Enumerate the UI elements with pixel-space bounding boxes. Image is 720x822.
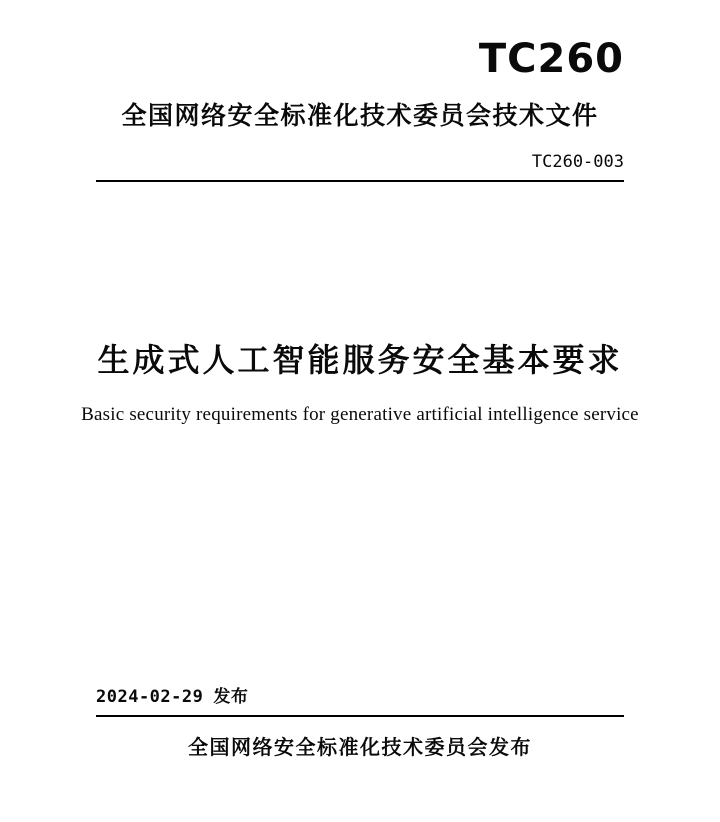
release-date-label: 发布 bbox=[213, 687, 249, 707]
document-number: TC260-003 bbox=[531, 152, 624, 172]
document-title-chinese: 生成式人工智能服务安全基本要求 bbox=[97, 341, 623, 379]
organization-mark: TC260 bbox=[478, 36, 624, 82]
cover-header bbox=[96, 38, 624, 182]
release-date-value: 2024-02-29 bbox=[96, 687, 204, 707]
cover-footer bbox=[96, 682, 624, 760]
title-block bbox=[60, 340, 660, 426]
header-divider bbox=[96, 180, 624, 182]
release-date-line bbox=[96, 682, 624, 715]
footer-divider bbox=[96, 715, 624, 717]
document-title-english: Basic security requirements for generative artificial intelligence service bbox=[81, 403, 639, 425]
publisher-name: 全国网络安全标准化技术委员会发布 bbox=[188, 735, 532, 759]
committee-title: 全国网络安全标准化技术委员会技术文件 bbox=[121, 101, 599, 130]
